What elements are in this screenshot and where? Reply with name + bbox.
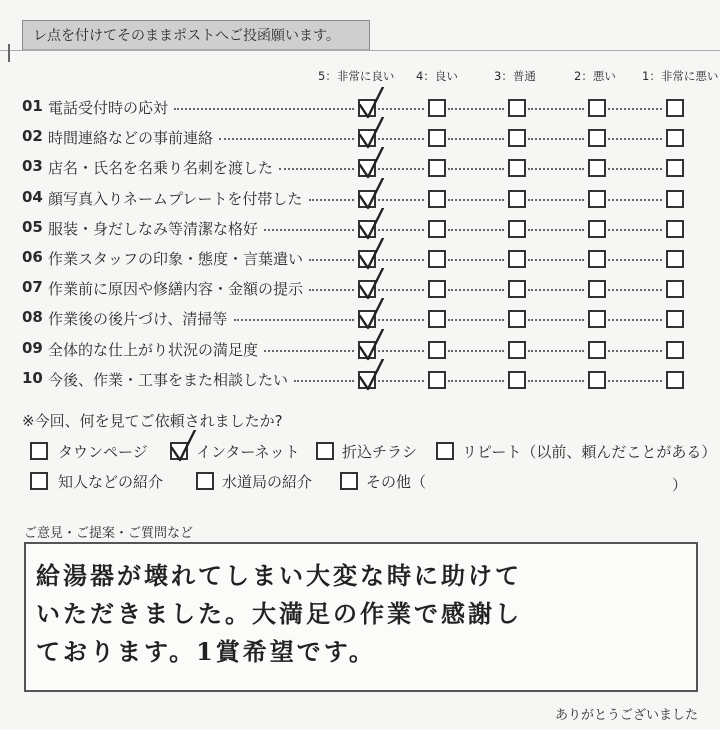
rating-checkbox-4[interactable] <box>428 190 446 208</box>
option-repeat: リピート（以前、頼んだことがある） <box>462 443 717 461</box>
item-label: 店名・氏名を名乗り名刺を渡した <box>48 159 274 178</box>
scale-label-5: 5：非常に良い <box>318 69 395 83</box>
option-other: その他（ <box>366 473 427 491</box>
rating-checkbox-5[interactable] <box>358 159 376 177</box>
rating-checkbox-1[interactable] <box>666 310 684 328</box>
rating-checkbox-4[interactable] <box>428 220 446 238</box>
rating-checkbox-3[interactable] <box>508 280 526 298</box>
dotted-leader <box>608 168 662 170</box>
checkmark-icon <box>357 208 385 240</box>
dotted-leader <box>528 229 584 231</box>
dotted-leader <box>448 380 504 382</box>
item-label: 今後、作業・工事をまた相談したい <box>48 370 289 389</box>
dotted-leader <box>608 380 662 382</box>
rating-checkbox-3[interactable] <box>508 190 526 208</box>
checkbox-repeat[interactable] <box>436 442 454 460</box>
item-number: 10 <box>22 368 43 387</box>
instruction-text: レ点を付けてそのままポストへご投函願います。 <box>33 28 340 44</box>
dotted-leader <box>174 108 354 110</box>
rating-checkbox-4[interactable] <box>428 129 446 147</box>
rating-checkbox-2[interactable] <box>588 129 606 147</box>
dotted-leader <box>528 259 584 261</box>
rating-checkbox-2[interactable] <box>588 280 606 298</box>
rating-checkbox-3[interactable] <box>508 159 526 177</box>
rating-checkbox-2[interactable] <box>588 310 606 328</box>
referral-question: ※今回、何を見てご依頼されましたか? <box>22 412 283 430</box>
dotted-leader <box>448 259 504 261</box>
rating-checkbox-4[interactable] <box>428 341 446 359</box>
item-number: 04 <box>22 187 43 206</box>
checkbox-flyer[interactable] <box>316 442 334 460</box>
scale-label-3: 3：普通 <box>494 69 536 83</box>
item-label: 顔写真入りネームプレートを付帯した <box>48 189 303 208</box>
rating-checkbox-2[interactable] <box>588 190 606 208</box>
dotted-leader <box>448 108 504 110</box>
comments-title: ご意見・ご提案・ご質問など <box>24 526 194 541</box>
dotted-leader <box>448 199 504 201</box>
checkbox-other[interactable] <box>340 472 358 490</box>
item-label: 時間連絡などの事前連絡 <box>48 129 214 148</box>
rating-checkbox-2[interactable] <box>588 159 606 177</box>
rating-checkbox-5[interactable] <box>358 220 376 238</box>
dotted-leader <box>608 319 662 321</box>
scale-label-2: 2：悪い <box>574 69 616 83</box>
rating-checkbox-5[interactable] <box>358 99 376 117</box>
rating-checkbox-4[interactable] <box>428 310 446 328</box>
scale-label-1: 1：非常に悪い <box>642 69 719 83</box>
rating-checkbox-1[interactable] <box>666 220 684 238</box>
rating-checkbox-3[interactable] <box>508 129 526 147</box>
checkmark-icon <box>169 430 197 462</box>
scale-label-4: 4：良い <box>416 69 458 83</box>
rating-checkbox-3[interactable] <box>508 341 526 359</box>
rating-checkbox-4[interactable] <box>428 250 446 268</box>
item-label: 電話受付時の応対 <box>48 99 169 117</box>
option-internet: インターネット <box>196 443 300 461</box>
dotted-leader <box>448 168 504 170</box>
item-number: 03 <box>22 157 43 176</box>
comments-box[interactable] <box>24 542 698 692</box>
dotted-leader <box>608 199 662 201</box>
rating-checkbox-4[interactable] <box>428 159 446 177</box>
comment-line-3: ております。1賞希望です。 <box>36 637 376 666</box>
dotted-leader <box>234 319 354 321</box>
rating-checkbox-2[interactable] <box>588 371 606 389</box>
dotted-leader <box>608 350 662 352</box>
checkmark-icon <box>357 147 385 179</box>
checkbox-internet[interactable] <box>170 442 188 460</box>
dotted-leader <box>528 289 584 291</box>
dotted-leader <box>264 229 354 231</box>
dotted-leader <box>309 289 354 291</box>
rating-checkbox-5[interactable] <box>358 190 376 208</box>
dotted-leader <box>448 289 504 291</box>
item-label: 服装・身だしなみ等清潔な格好 <box>48 219 259 238</box>
dotted-leader <box>448 138 504 140</box>
dotted-leader <box>294 380 354 382</box>
dotted-leader <box>608 229 662 231</box>
rating-checkbox-3[interactable] <box>508 310 526 328</box>
item-number: 06 <box>22 248 43 266</box>
rating-checkbox-4[interactable] <box>428 99 446 117</box>
rating-checkbox-2[interactable] <box>588 250 606 268</box>
checkbox-townpage[interactable] <box>30 442 48 460</box>
item-number: 09 <box>22 338 43 357</box>
item-number: 01 <box>22 97 43 115</box>
dotted-leader <box>608 259 662 261</box>
checkmark-icon <box>357 238 385 270</box>
rating-checkbox-2[interactable] <box>588 220 606 238</box>
dotted-leader <box>279 168 354 170</box>
dotted-leader <box>448 319 504 321</box>
checkmark-icon <box>357 329 385 361</box>
header-divider <box>0 50 720 51</box>
checkmark-icon <box>357 87 385 119</box>
rating-checkbox-1[interactable] <box>666 341 684 359</box>
item-label: 作業スタッフの印象・態度・言葉遣い <box>48 250 304 268</box>
rating-checkbox-1[interactable] <box>666 371 684 389</box>
rating-checkbox-3[interactable] <box>508 220 526 238</box>
rating-checkbox-3[interactable] <box>508 99 526 117</box>
item-number: 02 <box>22 127 43 146</box>
rating-checkbox-1[interactable] <box>666 280 684 298</box>
comment-line-1: 給湯器が壊れてしまい大変な時に助けて <box>36 561 522 590</box>
dotted-leader <box>608 289 662 291</box>
dotted-leader <box>528 168 584 170</box>
dotted-leader <box>608 138 662 140</box>
dotted-leader <box>528 199 584 201</box>
checkmark-icon <box>357 117 385 149</box>
rating-row <box>22 365 702 395</box>
rating-checkbox-3[interactable] <box>508 371 526 389</box>
item-number: 05 <box>22 217 43 236</box>
item-number: 07 <box>22 278 43 297</box>
dotted-leader <box>608 108 662 110</box>
checkmark-icon <box>357 178 385 210</box>
rating-checkbox-5[interactable] <box>358 310 376 328</box>
dotted-leader <box>448 350 504 352</box>
dotted-leader <box>309 199 354 201</box>
rating-checkbox-5[interactable] <box>358 371 376 389</box>
item-number: 08 <box>22 308 43 327</box>
rating-checkbox-1[interactable] <box>666 99 684 117</box>
dotted-leader <box>528 138 584 140</box>
rating-checkbox-2[interactable] <box>588 99 606 117</box>
rating-checkbox-5[interactable] <box>358 341 376 359</box>
dotted-leader <box>219 138 354 140</box>
dotted-leader <box>528 108 584 110</box>
rating-checkbox-5[interactable] <box>358 280 376 298</box>
checkbox-waterworks[interactable] <box>196 472 214 490</box>
checkmark-icon <box>357 298 385 330</box>
checkmark-icon <box>357 268 385 300</box>
option-waterworks: 水道局の紹介 <box>222 473 313 491</box>
rating-checkbox-3[interactable] <box>508 250 526 268</box>
item-label: 全体的な仕上がり状況の満足度 <box>48 340 259 359</box>
dotted-leader <box>528 319 584 321</box>
item-label: 作業前に原因や修繕内容・金額の提示 <box>48 280 304 299</box>
dotted-leader <box>309 259 354 261</box>
rating-checkbox-5[interactable] <box>358 129 376 147</box>
checkmark-icon <box>357 359 385 391</box>
rating-checkbox-5[interactable] <box>358 250 376 268</box>
rating-checkbox-4[interactable] <box>428 280 446 298</box>
rating-checkbox-1[interactable] <box>666 190 684 208</box>
comment-line-2: いただきました。大満足の作業で感謝し <box>36 599 522 628</box>
dotted-leader <box>528 380 584 382</box>
option-acquaintance: 知人などの紹介 <box>58 473 164 491</box>
rating-checkbox-4[interactable] <box>428 371 446 389</box>
rating-checkbox-2[interactable] <box>588 341 606 359</box>
rating-checkbox-1[interactable] <box>666 159 684 177</box>
option-flyer: 折込チラシ <box>342 443 418 461</box>
other-close-paren: ） <box>672 476 688 494</box>
checkbox-acquaintance[interactable] <box>30 472 48 490</box>
dotted-leader <box>448 229 504 231</box>
option-townpage: タウンページ <box>58 443 148 461</box>
rating-checkbox-1[interactable] <box>666 250 684 268</box>
dotted-leader <box>264 350 354 352</box>
item-label: 作業後の後片づけ、清掃等 <box>48 310 228 329</box>
instruction-banner <box>22 20 370 50</box>
dotted-leader <box>528 350 584 352</box>
thanks-message: ありがとうございました <box>554 708 698 723</box>
rating-checkbox-1[interactable] <box>666 129 684 147</box>
margin-mark <box>8 44 10 62</box>
